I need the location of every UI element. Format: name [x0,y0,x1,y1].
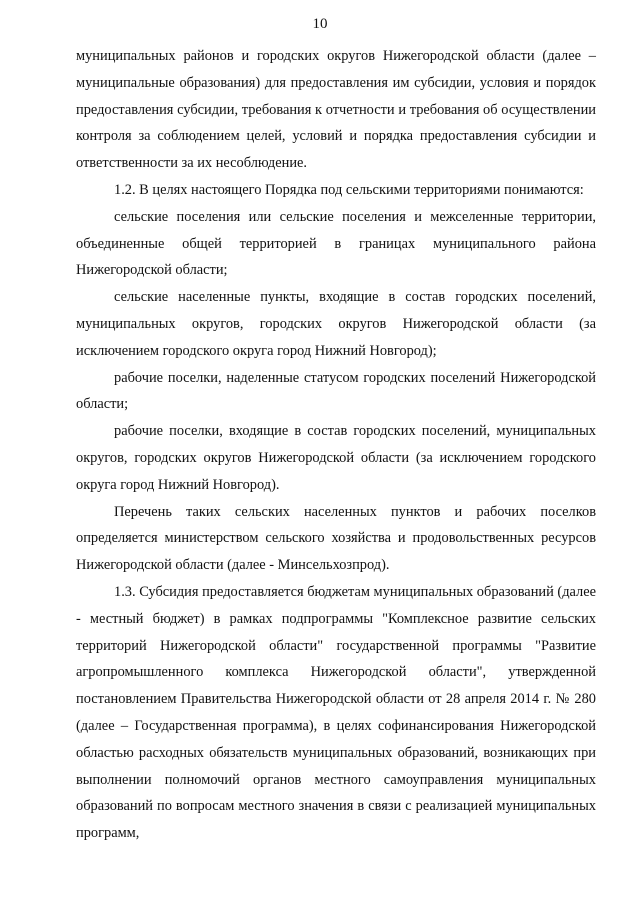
paragraph-list-item-workers-settlements-status: рабочие поселки, наделенные статусом городских поселений Нижегородской области; [76,369,596,413]
paragraph-list-item-rural-localities: сельские населенные пункты, входящие в состав городских поселений, муниципальных округов, городских округов Нижегородской области (за исключением городского округа город Нижний Новгород); [76,289,596,359]
paragraph-clause-1-2: 1.2. В целях настоящего Порядка под сельскими территориями понимаются: [114,181,584,198]
paragraph-list-item-workers-settlements-composition: рабочие поселки, входящие в состав городских поселений, муниципальных округов, городских округов Нижегородской области (за исключением городского округа город Нижний Новгород). [76,423,596,493]
paragraph-list-item-rural-settlements: сельские поселения или сельские поселения и межселенные территории, объединенные общей территорией в границах муниципального района Нижегородской области; [76,208,596,279]
page-number: 10 [312,16,328,32]
paragraph-clause-1-3: 1.3. Субсидия предоставляется бюджетам муниципальных образований (далее - местный бюджет) в рамках подпрограммы "Комплексное развитие сельских территорий Нижегородской области" государственной программы "Развитие агропромышленного комплекса Нижегородской области", утвержденной постановлением Правительства Нижегородской области от 28 апреля 2014 г. № 280 (далее – Государственная программа), в целях софинансирования Нижегородской областью расходных обязательств муниципальных образований, возникающих при выполнении полномочий органов местного самоуправления муниципальных образований по вопросам местного значения в связи с реализацией муниципальных программ, [76,583,596,842]
paragraph-list-definition: Перечень таких сельских населенных пунктов и рабочих поселков определяется министерством сельского хозяйства и продовольственных ресурсов Нижегородской области (далее - Минсельхозпрод). [76,503,596,574]
paragraph-continuation: муниципальных районов и городских округов Нижегородской области (далее – муниципальные образования) для предоставления им субсидии, условия и порядок предоставления субсидии, требования к отчетности и требования об осуществлении контроля за соблюдением целей, условий и порядка предоставления субсидии и ответственности за их несоблюдение. [76,48,596,172]
document-body [76,43,596,847]
